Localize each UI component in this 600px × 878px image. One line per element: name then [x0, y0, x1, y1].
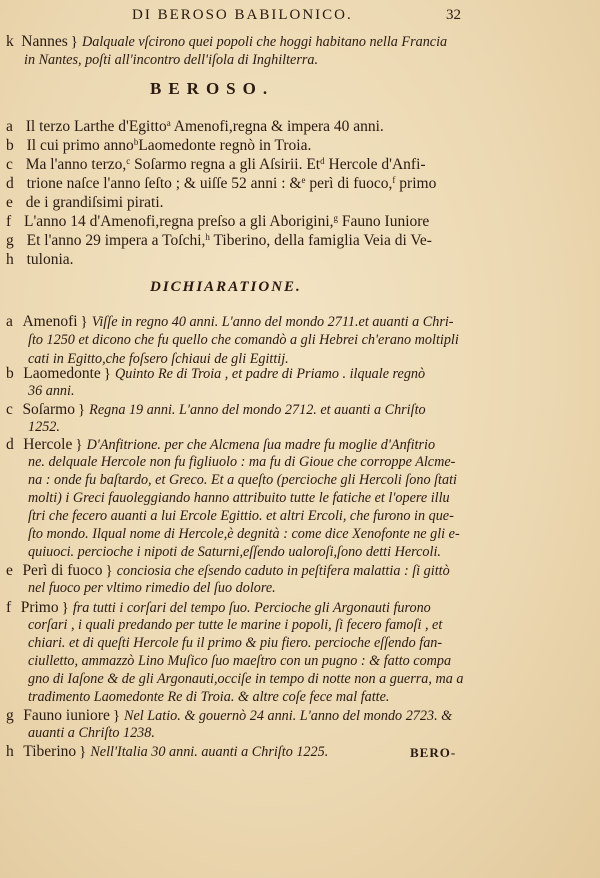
- note-d-line-1: [6, 437, 435, 453]
- note-text: Dalquale vſcirono quei popoli che hoggi habitano nella Francia: [82, 34, 448, 50]
- text: L'anno 14 d'Amenofi,regna preſso a gli Aborigini,: [24, 213, 334, 230]
- note-text: Viſſe in regno 40 anni. L'anno del mondo 2711.et auanti a Chri-: [91, 314, 454, 330]
- text-line-4: [6, 176, 436, 192]
- text: Soſarmo regna a gli Aſsirii. Et: [134, 156, 321, 173]
- note-k-line-2: in Nantes, poſti all'incontro dell'iſola di Inghilterra.: [24, 52, 319, 68]
- text: Il terzo Larthe d'Egitto: [25, 118, 167, 135]
- footnote-ref: b: [133, 137, 139, 147]
- note-f-line-2: corſari , i quali predando per tutte le marine i popoli, ſi fecero famoſi , et: [28, 617, 443, 633]
- text-line-5: [6, 195, 164, 211]
- note-f-line-6: tradimento Laomedonte Re di Troia. & altre coſe fece mal fatte.: [28, 689, 390, 705]
- margin-letter: c: [6, 401, 13, 418]
- text: perì di fuoco,: [309, 175, 393, 192]
- note-text: Regna 19 anni. L'anno del mondo 2712. et auanti a Chriſto: [89, 402, 426, 418]
- text-line-3: [6, 157, 426, 173]
- text: Il cui primo anno: [26, 137, 134, 154]
- margin-letter: d: [6, 175, 14, 192]
- catchword: BERO-: [410, 745, 457, 760]
- note-a-line-3: cati in Egitto,che foſsero ſchiaui de gli Egittij.: [28, 351, 289, 367]
- text-line-1: [6, 119, 384, 135]
- text-line-8: [6, 252, 74, 268]
- text: Et l'anno 29 impera a Toſchi,: [26, 232, 206, 249]
- text: Tiberino, della famiglia Veia di Ve-: [213, 232, 432, 249]
- note-d-line-6: ſto mondo. Ilqual nome di Hercole,è degnità : come dice Xenofonte ne gli e-: [28, 526, 460, 542]
- text: Fauno Iuniore: [341, 213, 430, 230]
- note-text: Nel Latio. & gouernò 24 anni. L'anno del mondo 2723. &: [124, 708, 453, 724]
- text: Laomedonte regnò in Troia.: [138, 137, 312, 154]
- brace-icon: }: [103, 366, 111, 382]
- margin-letter: k: [6, 33, 14, 50]
- margin-letter: f: [6, 599, 12, 616]
- margin-letter: d: [6, 436, 14, 453]
- section-subtitle: DICHIARATIONE.: [150, 279, 302, 295]
- margin-letter: c: [6, 156, 13, 173]
- note-f-line-4: ciulletto, ammazzò Lino Muſico ſuo maeſtro con un pugno : & fatto compa: [28, 653, 452, 669]
- note-d-line-7: quiuoci. percioche i nipoti de Saturni,eſſendo ualoroſi,ſono detti Hercoli.: [28, 544, 441, 560]
- running-title: DI BEROSO BABILONICO.: [132, 7, 353, 23]
- note-lemma: Fauno iuniore: [23, 707, 110, 724]
- note-g-line-2: auanti a Chriſto 1238.: [28, 725, 155, 741]
- note-a-line-1: [6, 314, 454, 330]
- margin-letter: e: [6, 562, 13, 579]
- margin-letter: a: [6, 118, 13, 135]
- footnote-ref: a: [166, 118, 171, 128]
- text-line-6: [6, 214, 429, 230]
- note-f-line-1: [6, 600, 431, 616]
- margin-letter: g: [6, 232, 14, 249]
- text: tulonia.: [26, 251, 74, 268]
- text: trione naſce l'anno ſeſto ; & uiſſe 52 anni : &: [26, 175, 302, 192]
- text: primo: [399, 175, 437, 192]
- note-text: conciosia che eſsendo caduto in peſtifera malattia : ſi gittò: [116, 563, 450, 579]
- note-text: D'Anfitrione. per che Alcmena ſua madre fu moglie d'Anfitrio: [86, 437, 436, 453]
- margin-letter: b: [6, 365, 14, 382]
- footnote-ref: f: [392, 175, 396, 185]
- footnote-ref: h: [205, 232, 210, 242]
- margin-letter: g: [6, 707, 14, 724]
- note-lemma: Hercole: [23, 436, 73, 453]
- brace-icon: }: [105, 563, 113, 579]
- brace-icon: }: [70, 34, 78, 50]
- footnote-ref: d: [320, 156, 325, 166]
- note-k-line-1: [6, 34, 447, 50]
- note-g-line-1: [6, 708, 452, 724]
- note-lemma: Soſarmo: [22, 401, 75, 418]
- margin-letter: b: [6, 137, 14, 154]
- margin-letter: h: [6, 743, 14, 760]
- note-a-line-2: ſto 1250 et dicono che fu quello che comandò a gli Hebrei ch'erano moltipli: [28, 332, 459, 348]
- text: Amenofi,regna & impera 40 anni.: [173, 118, 384, 135]
- brace-icon: }: [75, 437, 83, 453]
- brace-icon: }: [79, 744, 87, 760]
- margin-letter: h: [6, 251, 14, 268]
- note-lemma: Tiberino: [23, 743, 77, 760]
- note-f-line-3: chiari. et di queſti Hercole fu il primo & piu fiero. percioche eſſendo fan-: [28, 635, 443, 651]
- note-b-line-1: [6, 366, 425, 382]
- note-e-line-1: [6, 563, 450, 579]
- note-lemma: Amenofi: [22, 313, 78, 330]
- note-c-line-2: 1252.: [28, 419, 60, 435]
- note-h-line-1: [6, 744, 328, 760]
- note-lemma: Perì di fuoco: [22, 562, 103, 579]
- note-e-line-2: nel fuoco per vltimo rimedio del ſuo dolore.: [28, 580, 276, 596]
- note-text: fra tutti i corſari del tempo ſuo. Percioche gli Argonauti furono: [72, 600, 431, 616]
- margin-letter: f: [6, 213, 12, 230]
- brace-icon: }: [77, 402, 86, 418]
- note-d-line-2: ne. delquale Hercole non fu figliuolo : ma fu di Gioue che corroppe Alcme-: [28, 454, 456, 470]
- note-b-line-2: 36 anni.: [28, 383, 75, 399]
- note-f-line-5: gno di Iaſone & de gli Argonauti,occiſe in tempo di notte non a guerra, ma a: [28, 671, 464, 687]
- brace-icon: }: [61, 600, 69, 616]
- note-lemma: Nannes: [21, 33, 68, 50]
- text: Ma l'anno terzo,: [25, 156, 127, 173]
- footnote-ref: e: [301, 175, 306, 185]
- note-d-line-5: ſtri che fecero auanti a lui Ercole Egittio. et altri Ercoli, che furono in que-: [28, 508, 454, 524]
- note-c-line-1: [6, 402, 426, 418]
- footnote-ref: g: [333, 213, 339, 223]
- brace-icon: }: [112, 708, 121, 724]
- text: de i grandiſsimi pirati.: [25, 194, 164, 211]
- note-d-line-3: na : onde fu baſtardo, et Greco. Et a queſto (percioche gli Hercoli ſono ſtati: [28, 472, 457, 488]
- page-number: 32: [446, 7, 461, 23]
- text: Hercole d'Anfi-: [328, 156, 426, 173]
- text-line-2: [6, 138, 311, 154]
- note-lemma: Laomedonte: [23, 365, 101, 382]
- note-d-line-4: molti) i Greci fauoleggiando hanno attribuito tutte le fatiche et l'opere illu: [28, 490, 450, 506]
- text-line-7: [6, 233, 432, 249]
- margin-letter: e: [6, 194, 13, 211]
- note-text: Quinto Re di Troia , et padre di Priamo . ilquale regnò: [114, 366, 426, 382]
- section-title: BEROSO.: [150, 79, 275, 98]
- note-text: Nell'Italia 30 anni. auanti a Chriſto 1225.: [90, 744, 329, 760]
- footnote-ref: c: [126, 156, 131, 166]
- margin-letter: a: [6, 313, 13, 330]
- note-lemma: Primo: [20, 599, 59, 616]
- brace-icon: }: [80, 314, 88, 330]
